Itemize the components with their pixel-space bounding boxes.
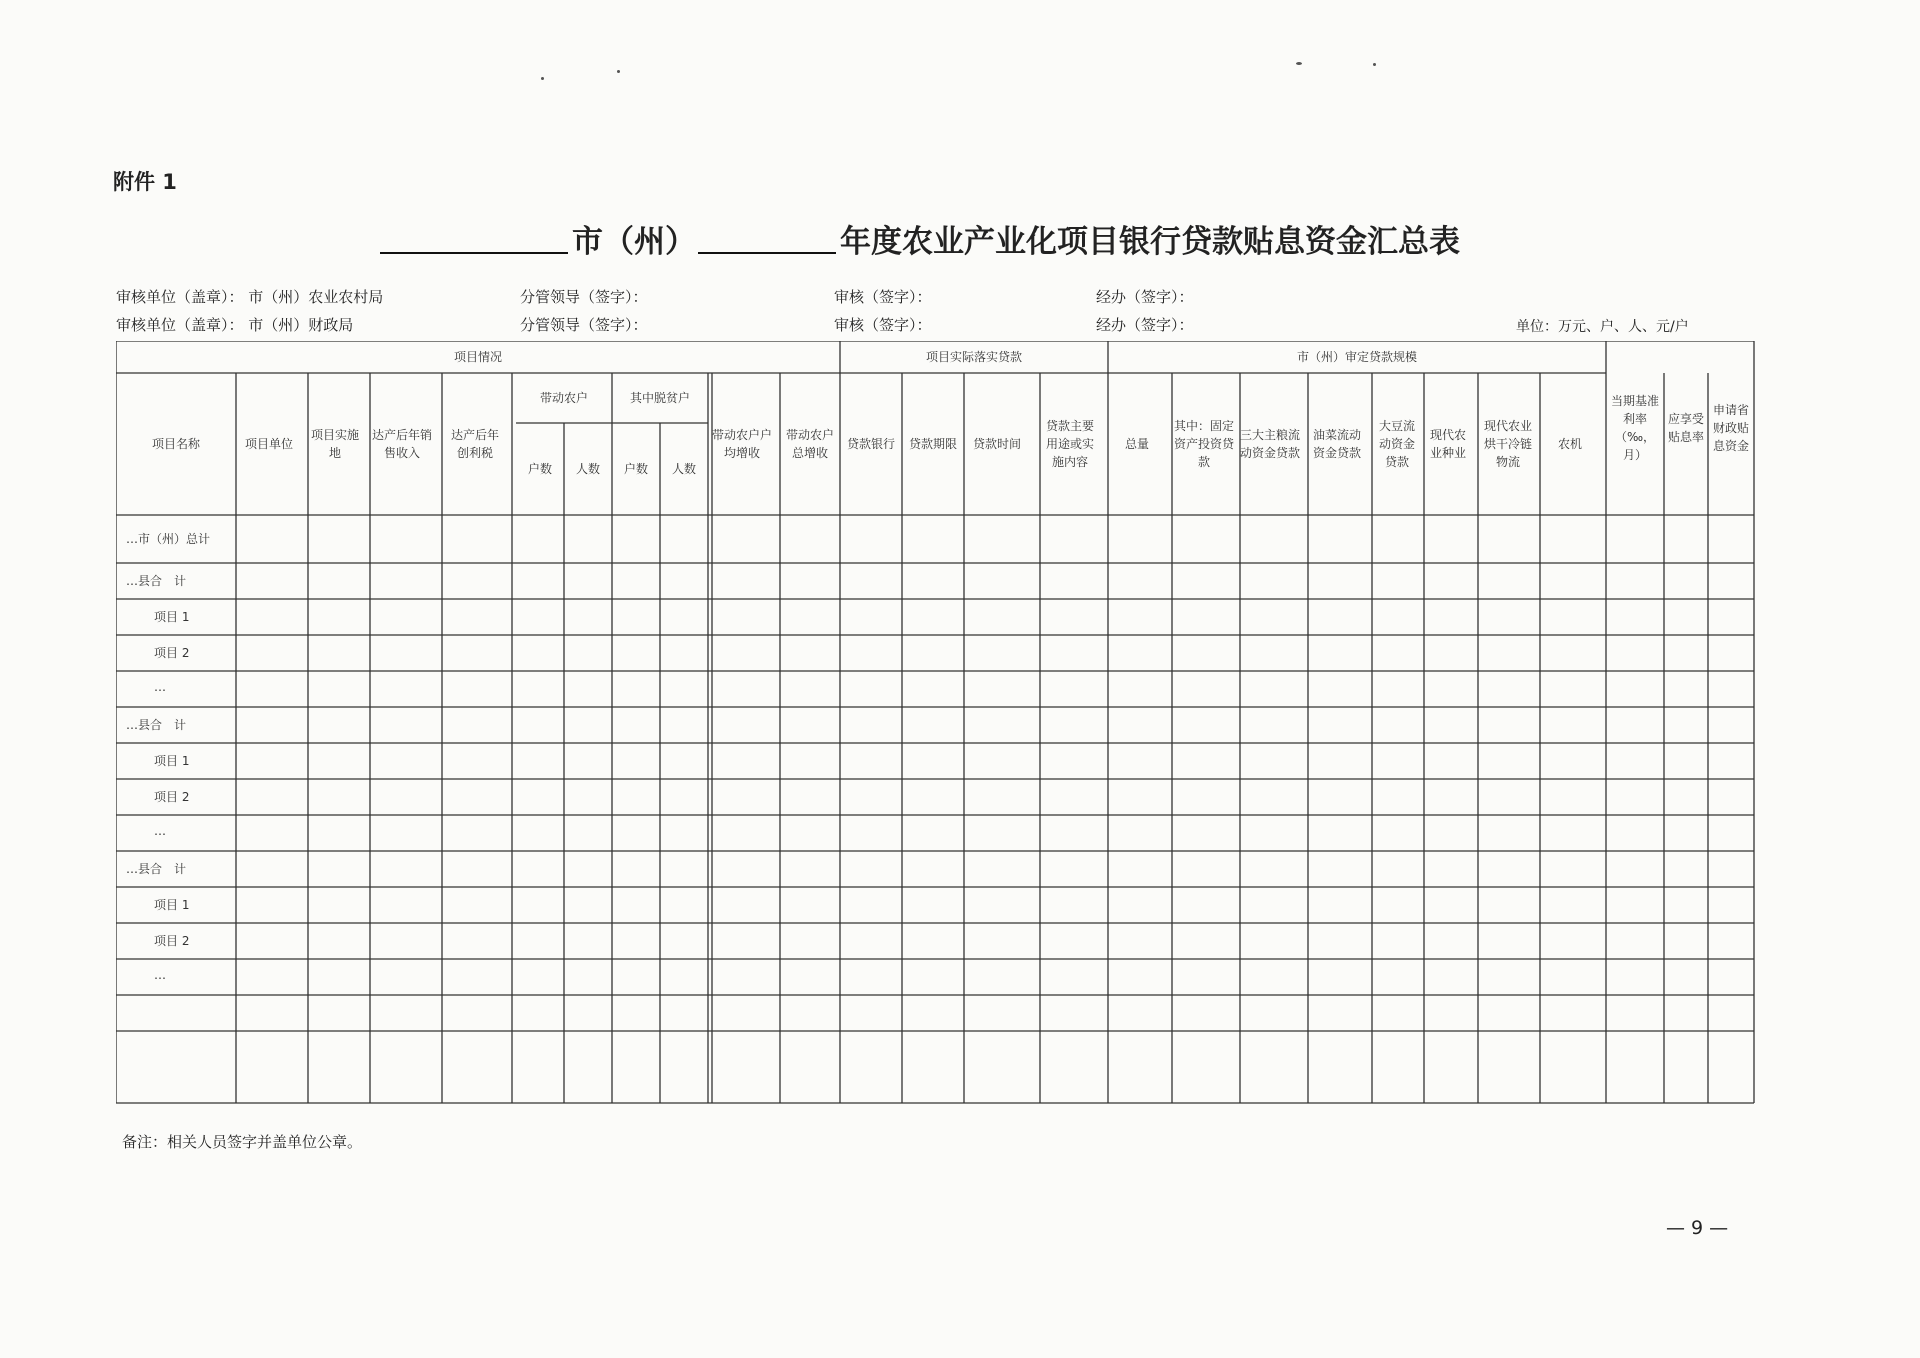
group-approved-scale: 市（州）审定贷款规模 <box>1296 350 1417 364</box>
remark-note: 备注：相关人员签字并盖单位公章。 <box>122 1133 363 1151</box>
page-number: — 9 — <box>1666 1217 1729 1239</box>
row-label: 项目 2 <box>154 646 190 660</box>
scan-speck <box>1373 63 1376 66</box>
header-driven-farmers: 带动农户 <box>539 391 588 405</box>
row-label: … <box>154 824 166 838</box>
leader-sign-finance: 分管领导（签字）： <box>520 316 648 334</box>
title-blank-city <box>380 212 568 254</box>
header-oil-loans: 油菜流动资金贷款 <box>1312 428 1361 460</box>
header-subsidy-rate: 应享受贴息率 <box>1667 412 1704 444</box>
header-modern-seed: 现代农业种业 <box>1429 428 1466 460</box>
row-label: …县合 计 <box>126 862 187 876</box>
row-label: 项目 1 <box>154 898 190 912</box>
summary-table <box>116 341 1756 1105</box>
header-people-2: 人数 <box>671 462 696 476</box>
row-label: 项目 1 <box>154 610 190 624</box>
header-profit-tax: 达产后年创利税 <box>450 428 499 460</box>
row-label: … <box>154 680 166 694</box>
header-cold-chain: 现代农业烘干冷链物流 <box>1483 419 1532 469</box>
scan-speck <box>617 70 620 73</box>
title-part-city: 市（州） <box>572 224 696 260</box>
handler-sign-agri: 经办（签字）： <box>1096 288 1194 306</box>
row-label: …县合 计 <box>126 718 187 732</box>
header-grain-loans: 三大主粮流动资金贷款 <box>1240 428 1301 460</box>
attachment-label: 附件 1 <box>113 170 177 194</box>
row-label: …县合 计 <box>126 574 187 588</box>
audit-unit-agri: 审核单位（盖章）： 市（州）农业农村局 <box>116 288 384 306</box>
header-subsidy-funds: 申请省财政贴息资金 <box>1712 403 1749 453</box>
header-soybean-loans: 大豆流动资金贷款 <box>1378 419 1415 469</box>
row-label: 项目 2 <box>154 934 190 948</box>
header-location: 项目实施地 <box>310 428 359 460</box>
header-people-1: 人数 <box>575 462 600 476</box>
row-label: … <box>154 968 166 982</box>
header-households-2: 户数 <box>623 462 648 476</box>
reviewer-sign-finance: 审核（签字）： <box>834 316 932 334</box>
audit-unit-finance: 审核单位（盖章）： 市（州）财政局 <box>116 316 354 334</box>
units-note: 单位：万元、户、人、元/户 <box>1516 319 1689 335</box>
header-households-1: 户数 <box>527 462 552 476</box>
header-sales-income: 达产后年销售收入 <box>372 428 433 460</box>
leader-sign-agri: 分管领导（签字）： <box>520 288 648 306</box>
header-total-increase: 带动农户总增收 <box>785 428 834 460</box>
header-fixed-asset: 其中：固定资产投资贷款 <box>1173 419 1234 469</box>
title-part-main: 年度农业产业化项目银行贷款贴息资金汇总表 <box>840 224 1460 260</box>
row-label: 项目 1 <box>154 754 190 768</box>
header-agri-machinery: 农机 <box>1557 437 1582 451</box>
group-actual-loans: 项目实际落实贷款 <box>925 350 1022 364</box>
row-label: 项目 2 <box>154 790 190 804</box>
header-loan-time: 贷款时间 <box>972 437 1021 451</box>
header-loan-term: 贷款期限 <box>908 437 957 451</box>
document-title <box>380 212 1540 262</box>
scan-speck <box>541 77 544 80</box>
header-loan-usage: 贷款主要用途或实施内容 <box>1045 419 1094 469</box>
header-project-name: 项目名称 <box>151 437 200 451</box>
header-base-rate: 当期基准利率（‰，月） <box>1610 394 1659 462</box>
header-total: 总量 <box>1124 437 1149 451</box>
reviewer-sign-agri: 审核（签字）： <box>834 288 932 306</box>
header-poverty-households: 其中脱贫户 <box>629 391 690 405</box>
row-label: …市（州）总计 <box>126 532 211 546</box>
scan-speck <box>1296 62 1302 65</box>
group-project-info: 项目情况 <box>453 350 502 364</box>
header-project-unit: 项目单位 <box>244 437 293 451</box>
header-loan-bank: 贷款银行 <box>846 437 895 451</box>
header-avg-increase: 带动农户户均增收 <box>712 428 773 460</box>
handler-sign-finance: 经办（签字）： <box>1096 316 1194 334</box>
title-blank-year <box>698 212 836 254</box>
